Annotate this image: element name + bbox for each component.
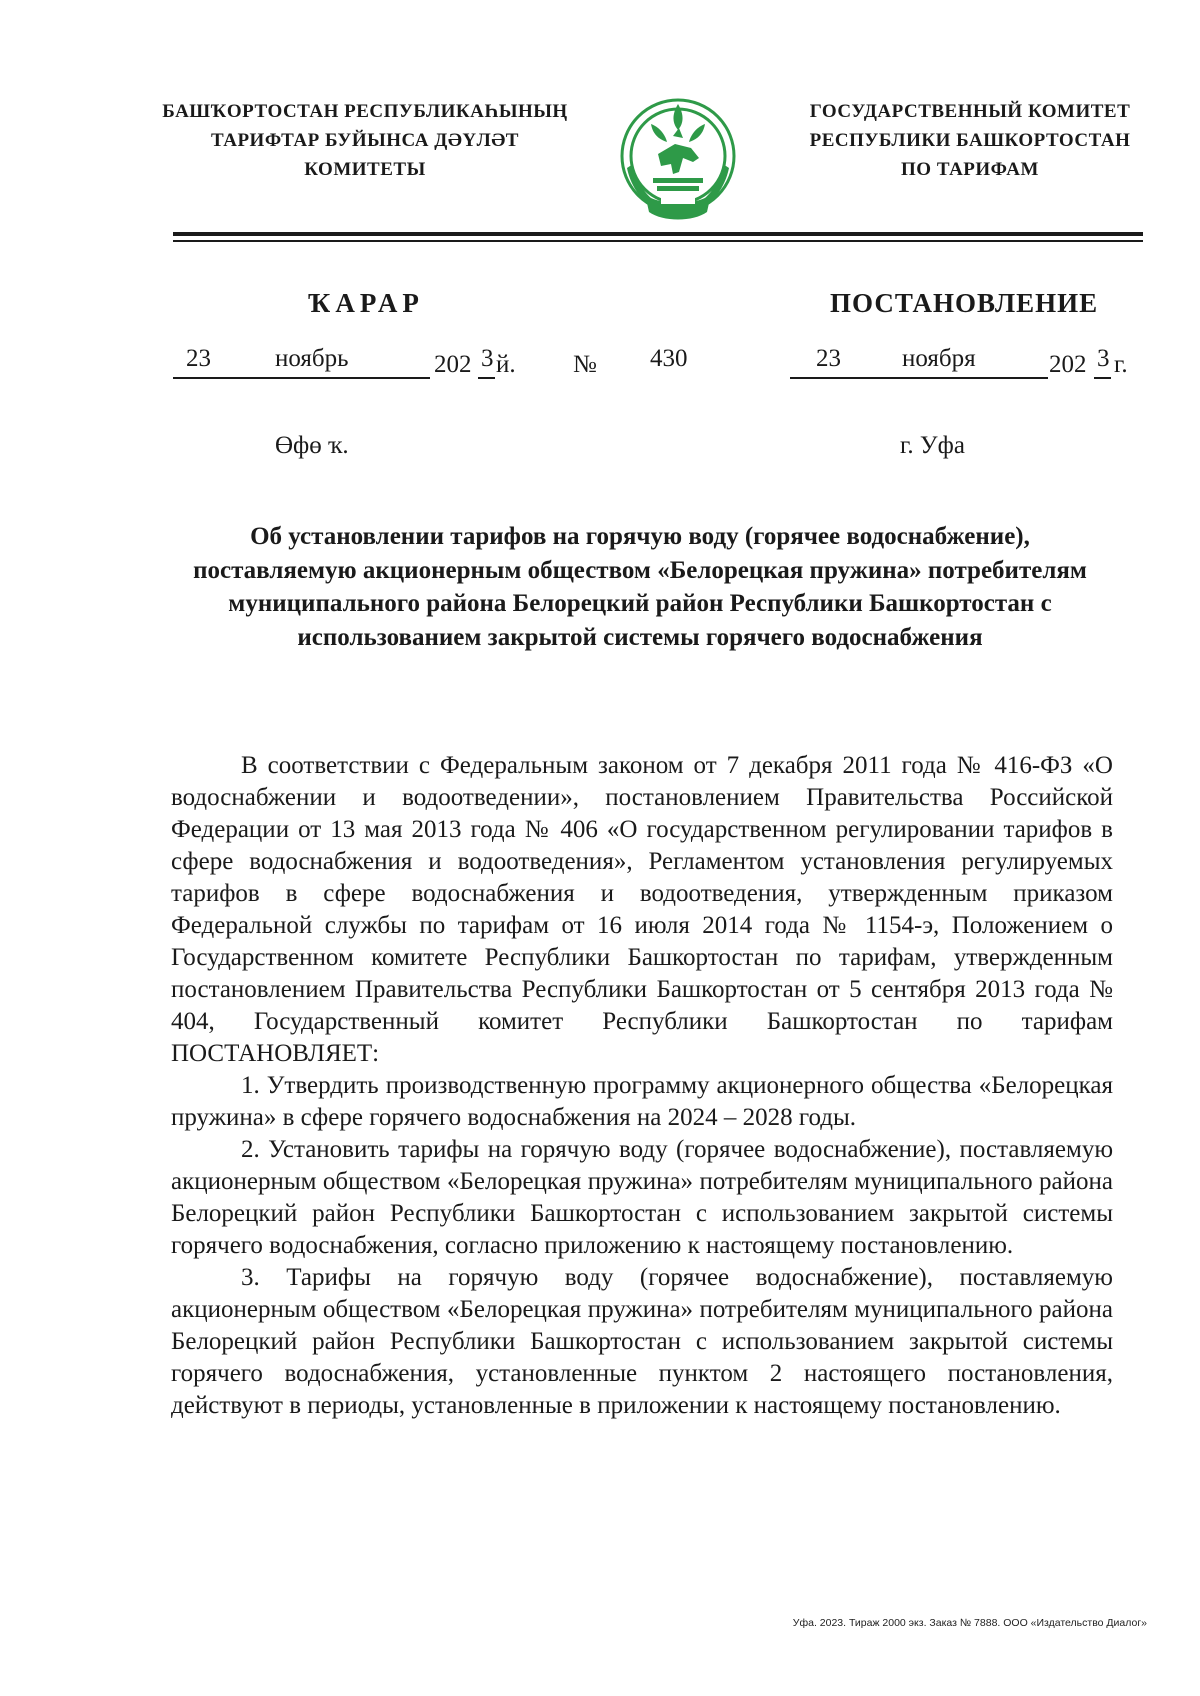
date-right-underline — [790, 377, 1048, 379]
print-footer: Уфа. 2023. Тираж 2000 экз. Заказ № 7888. ООО «Издательство Диалог» — [792, 1617, 1147, 1629]
date-left-month: ноябрь — [275, 345, 349, 372]
header-right-line-2: РЕСПУБЛИКИ БАШКОРТОСТАН — [809, 130, 1131, 151]
header-left-line-3: КОМИТЕТЫ — [304, 159, 426, 180]
date-right-day: 23 — [816, 345, 841, 372]
date-left-underline — [173, 377, 430, 379]
city-bashkir: Өфө ҡ. — [275, 432, 349, 459]
date-right-month: ноября — [902, 345, 976, 372]
number-sign: № — [573, 351, 597, 378]
city-russian: г. Уфа — [900, 432, 965, 459]
header-right-line-1: ГОСУДАРСТВЕННЫЙ КОМИТЕТ — [809, 101, 1131, 122]
document-title: Об установлении тарифов на горячую воду (горячее водоснабжение), поставляемую акционерным обществом «Белорецкая пружина» потребителям муниципального района Белорецкий район Республики Башкортостан с использованием закрытой системы горячего водоснабжения — [193, 523, 1087, 651]
date-right-year-digit: 3 — [1097, 345, 1110, 372]
header-left-line-2: ТАРИФТАР БУЙЫНСА ДӘҮЛӘТ — [211, 130, 519, 151]
header-left-line-1: БАШҠОРТОСТАН РЕСПУБЛИКАҺЫНЫҢ — [162, 101, 568, 122]
header-divider-thick — [173, 232, 1143, 236]
header-right-org-name — [775, 97, 1165, 184]
date-left-year-suffix: й. — [496, 351, 516, 378]
preamble-paragraph: В соответствии с Федеральным законом от 7 декабря 2011 года № 416-ФЗ «О водоснабжении и водоотведении», постановлением Правительства Российской Федерации от 13 мая 2013 года № 406 «О государственном регулировании тарифов в сфере водоснабжения и водоотведения», Регламентом установления регулируемых тарифов в сфере водоснабжения и водоотведения, утвержденным приказом Федеральной службы по тарифам от 16 июля 2014 года № 1154-э, Положением о Государственном комитете Республики Башкортостан по тарифам, утвержденным постановлением Правительства Республики Башкортостан от 5 сентября 2013 года № 404, Государственный комитет Республики Башкортостан по тарифам ПОСТАНОВЛЯЕТ: — [171, 752, 1113, 1067]
clause-2: 2. Установить тарифы на горячую воду (горячее водоснабжение), поставляемую акционерным обществом «Белорецкая пружина» потребителям муниципального района Белорецкий район Республики Башкортостан с использованием закрытой системы горячего водоснабжения, согласно приложению к настоящему постановлению. — [171, 1136, 1113, 1259]
date-left-day: 23 — [186, 345, 211, 372]
document-number: 430 — [650, 345, 688, 372]
date-right-year-suffix: г. — [1114, 351, 1128, 378]
date-left-year-underline — [478, 377, 495, 379]
doc-type-bashkir: ҠАРАР — [308, 288, 424, 318]
header-left-org-name — [155, 97, 575, 184]
header-right-line-3: ПО ТАРИФАМ — [901, 159, 1039, 180]
date-right-year-prefix: 202 — [1049, 351, 1087, 378]
header-divider-thin — [173, 240, 1143, 242]
bashkortostan-emblem-icon — [613, 94, 743, 232]
clause-1: 1. Утвердить производственную программу акционерного общества «Белорецкая пружина» в сфере горячего водоснабжения на 2024 – 2028 годы. — [171, 1072, 1113, 1131]
doc-type-russian: ПОСТАНОВЛЕНИЕ — [830, 288, 1099, 318]
date-right-year-underline — [1094, 377, 1111, 379]
date-left-year-digit: 3 — [481, 345, 494, 372]
date-left-year-prefix: 202 — [434, 351, 472, 378]
document-body — [171, 750, 1113, 1422]
clause-3: 3. Тарифы на горячую воду (горячее водоснабжение), поставляемую акционерным обществом «Белорецкая пружина» потребителям муниципального района Белорецкий район Республики Башкортостан с использованием закрытой системы горячего водоснабжения, установленные пунктом 2 настоящего постановления, действуют в периоды, установленные в приложении к настоящему постановлению. — [171, 1264, 1113, 1419]
